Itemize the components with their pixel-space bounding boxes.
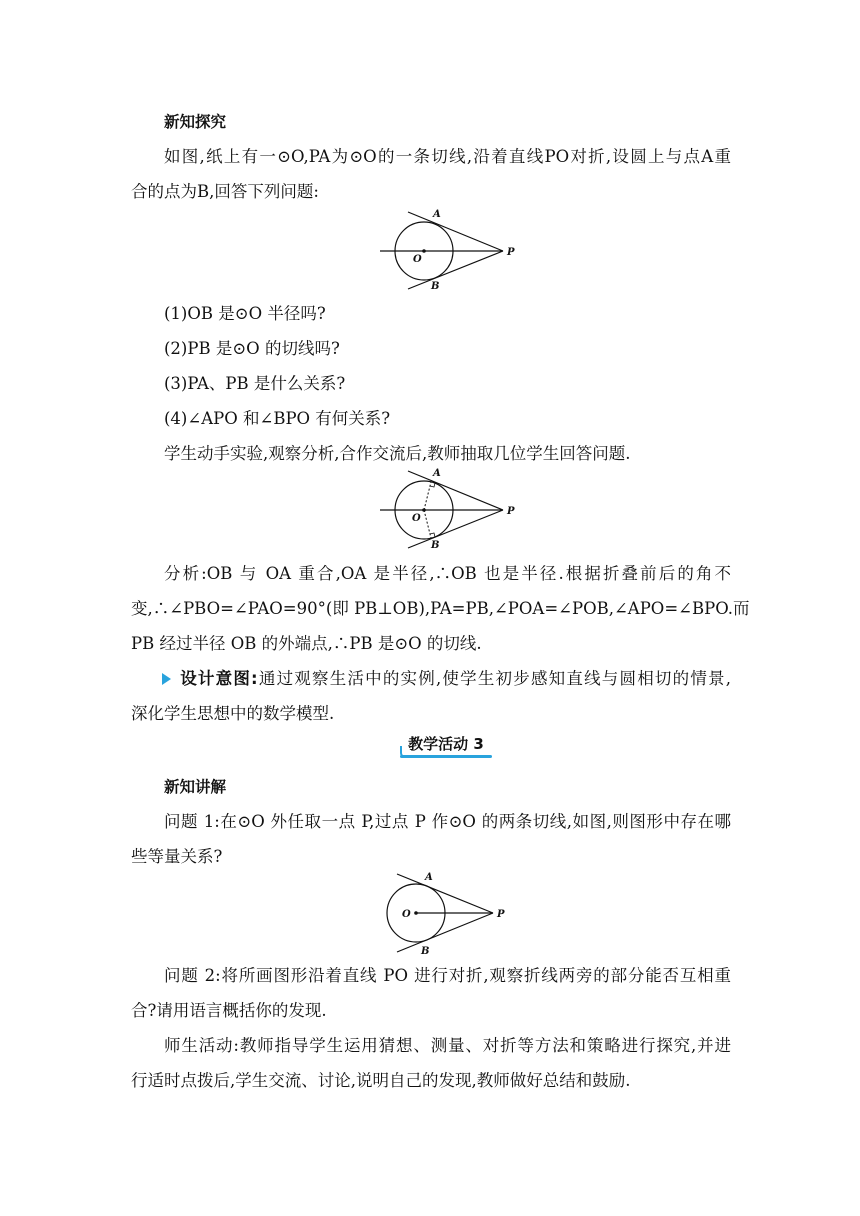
teacher-activity-line-2: 行适时点拨后,学生交流、讨论,说明自己的发现,教师做好总结和鼓励. (131, 1071, 631, 1090)
figure-circle-tangents-1 (375, 205, 525, 297)
question-1: (1)OB 是⊙O 半径吗? (164, 304, 326, 323)
intro-text-line-2: 合的点为B,回答下列问题: (131, 182, 319, 201)
question-2: (2)PB 是⊙O 的切线吗? (164, 339, 340, 358)
question-4: (4)∠APO 和∠BPO 有何关系? (164, 409, 391, 428)
label-a: A (425, 872, 433, 883)
problem-2-line-2: 合?请用语言概括你的发现. (131, 1001, 327, 1020)
badge-underline (400, 755, 492, 758)
design-intent-line-2: 深化学生思想中的数学模型. (131, 704, 335, 723)
triangle-marker-icon (162, 673, 171, 685)
teaching-activity-badge (400, 732, 492, 758)
activity-badge-text: 教学活动 3 (408, 735, 484, 753)
label-p: P (497, 909, 505, 920)
teacher-activity-line-1: 师生活动:教师指导学生运用猜想、测量、对折等方法和策略进行探究,并进 (164, 1036, 731, 1055)
section-heading-explain: 新知讲解 (164, 778, 227, 796)
label-p: P (507, 247, 515, 258)
figure-circle-tangents-3 (381, 868, 516, 958)
design-intent-label: 设计意图: (179, 669, 258, 688)
label-a: A (433, 468, 441, 479)
label-a: A (433, 209, 441, 220)
question-3: (3)PA、PB 是什么关系? (164, 374, 346, 393)
label-b: B (431, 281, 440, 292)
label-b: B (421, 946, 430, 957)
design-intent-text: 通过观察生活中的实例,使学生初步感知直线与圆相切的情景, (257, 669, 731, 688)
label-o: O (402, 909, 411, 920)
figure-circle-tangents-2 (375, 464, 525, 556)
analysis-line-3: PB 经过半径 OB 的外端点,∴PB 是⊙O 的切线. (131, 634, 482, 653)
analysis-line-1: 分析:OB 与 OA 重合,OA 是半径,∴OB 也是半径.根据折叠前后的角不 (164, 564, 731, 583)
analysis-line-2: 变,∴∠PBO=∠PAO=90°(即 PB⊥OB),PA=PB,∠POA=∠POB,∠APO=∠BPO.而 (131, 599, 750, 618)
badge-hook (400, 746, 406, 758)
student-activity-text: 学生动手实验,观察分析,合作交流后,教师抽取几位学生回答问题. (164, 444, 631, 463)
intro-text-line-1: 如图,纸上有一⊙O,PA为⊙O的一条切线,沿着直线PO对折,设圆上与点A重 (164, 147, 731, 166)
label-p: P (507, 506, 515, 517)
label-b: B (431, 540, 440, 551)
problem-1-line-2: 些等量关系? (131, 847, 223, 866)
label-o: O (412, 513, 421, 524)
problem-2-line-1: 问题 2:将所画图形沿着直线 PO 进行对折,观察折线两旁的部分能否互相重 (164, 966, 731, 985)
design-intent-line-1 (162, 667, 731, 691)
problem-1-line-1: 问题 1:在⊙O 外任取一点 P,过点 P 作⊙O 的两条切线,如图,则图形中存在哪 (164, 812, 731, 831)
label-o: O (413, 254, 422, 265)
section-heading-explore: 新知探究 (164, 113, 227, 131)
